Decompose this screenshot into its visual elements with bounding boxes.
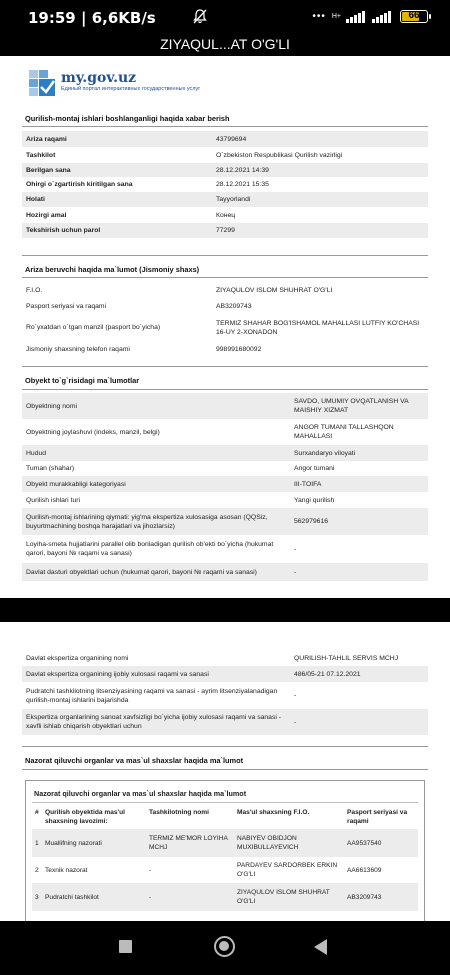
table-row: 2 Texnik nazorat - PARDAYEV SARDORBEK ERKIN O'G'LI AA6613609	[35, 862, 382, 878]
object-info-table	[22, 393, 428, 581]
table-row: Tekshirish uchun parol 77299	[22, 223, 428, 238]
navigation-bar	[0, 921, 450, 975]
battery-icon	[400, 10, 428, 23]
mygov-logo	[27, 68, 201, 106]
logo-icon	[27, 68, 57, 98]
table-row: Berilgan sana 28.12.2021 14:39	[22, 163, 428, 177]
table-row: Ariza raqami 43799694	[22, 131, 428, 147]
divider	[22, 769, 428, 770]
table-row: Pasport seriyasi va raqami AB3209743	[26, 303, 252, 310]
recent-apps-button[interactable]	[119, 940, 132, 953]
table-row: Ro`yxatdan o`tgan manzil (pasport bo`yicha) TERMIZ SHAHAR BOG'ISHAMOL MAHALLASI LUTFIY KO'CHASI 16-UY 2-XONADON	[26, 319, 420, 336]
applicant-info-table	[22, 282, 428, 357]
table-row: Qurilish-montaj ishlarining qiymati: yig'ma ekspertiza xulosasiga asosan (QQSiz, buyurtmachining boshqa harajatlari va jihozlarsiz) 562979616	[22, 508, 428, 535]
logo-subtitle: Единый портал интерактивных государственных услуг	[61, 86, 201, 92]
section-title-notice: Qurilish-montaj ishlari boshlanganligi haqida xabar berish	[25, 114, 230, 123]
table-row: Pudratchi tashkilotning litsenziyasining raqami va sanasi - ayrim litsenziyalanadigan qurilish-montaj ishlarini bajarishda -	[26, 687, 297, 704]
table-row: Obyekt murakkabligi kategoriyasi III-TOIFA	[22, 476, 428, 492]
divider	[32, 802, 418, 803]
more-dots-icon: •••	[312, 11, 326, 22]
table-row: Davlat ekspertiza organining ijobiy xulosasi raqami va sanasi 486/05-21 07.12.2021	[22, 666, 428, 682]
window-title: ZIYAQUL...AT O'G'LI	[0, 34, 450, 56]
table-row: Davlat ekspertiza organining nomi QURILISH-TAHLIL SERVIS MCHJ	[26, 655, 399, 662]
divider	[22, 126, 428, 127]
table-row: Hozirgi amal Конец	[26, 211, 236, 219]
table-row: Obyektning joylashuvi (indeks, manzil, belgi) ANGOR TUMANI TALLASHQON MAHALLASI	[26, 424, 394, 440]
document-page-2	[0, 622, 450, 921]
status-time: 19:59 | 6,6KB/s	[28, 9, 156, 27]
table-row: 1 Muallifning nazorati TERMIZ ME'MOR LOYIHA MCHJ NABIYEV OBIDJON MUXIBULLAYEVICH AA9537540	[32, 829, 418, 857]
section-title-object: Obyekt to`g`risidagi ma`lumotlar	[25, 376, 140, 385]
table-row: Ekspertiza organlarining sanoat xavfsizligi bo`yicha ijobiy xulosasi raqami va sanasi - xavfli ishlab chiqarish obyektlari uchun -	[22, 709, 428, 735]
box-title: Nazorat qiluvchi organlar va mas`ul shaxslar haqida ma`lumot	[34, 789, 247, 798]
table-row: Jismoniy shaxsning telefon raqami 998991680092	[26, 345, 262, 353]
mute-icon	[193, 9, 207, 27]
battery-level: 66	[408, 10, 420, 21]
table-row: F.I.O. ZIYAQULOV ISLOM SHUHRAT O'G'LI	[26, 287, 333, 294]
table-row: Tuman (shahar) Angor tumani	[26, 465, 335, 472]
table-row: Tashkilot O`zbekiston Respublikasi Qurilish vazirligi	[26, 151, 343, 159]
signal-icon	[346, 11, 365, 23]
table-header-row: # Qurilish obyektida mas'ul shaxsning lavozimi: Tashkilotning nomi Mas'ul shaxsning F.I.O. Pasport seriyasi va raqami	[35, 809, 408, 825]
status-bar	[0, 0, 450, 34]
table-row: Loyiha-smeta hujjatlarini parallel olib boriladigan qurilish ob'ekti bo`yicha (hukumat qarori, bayoni № raqami va sanasi) -	[26, 541, 297, 557]
home-button[interactable]	[214, 936, 235, 957]
divider	[22, 277, 428, 278]
table-row: Holati Tayyorlandi	[22, 192, 428, 207]
back-button[interactable]	[314, 939, 327, 955]
table-row: 3 Pudratchi tashkilot - ZIYAQULOV ISLOM SHUHRAT O'G'LI AB3209743	[32, 883, 418, 911]
supervision-box	[25, 780, 425, 921]
expertise-info-table	[22, 651, 428, 735]
table-row: Obyektning nomi SAVDO, UMUMIY OVQATLANISH VA MAISHIY XIZMAT	[22, 393, 428, 419]
divider	[22, 366, 428, 367]
network-type: H+	[331, 13, 341, 20]
section-title-supervision: Nazorat qiluvchi organlar va mas`ul shaxslar haqida ma`lumot	[25, 756, 244, 765]
divider	[22, 255, 428, 256]
table-row: Ohirgi o`zgartirish kiritilgan sana 28.12.2021 15:35	[26, 181, 269, 188]
table-row: Davlat dasturi obyektlari uchun (hukumat qarori, bayoni № raqami va sanasi) -	[22, 563, 428, 581]
status-indicators	[312, 10, 428, 23]
application-info-table	[22, 131, 428, 238]
page-separator	[0, 598, 450, 622]
responsible-persons-table	[32, 805, 418, 911]
divider	[22, 746, 428, 747]
divider	[22, 389, 428, 390]
signal-icon-2	[372, 11, 391, 23]
logo-title: my.gov.uz	[61, 70, 137, 86]
table-row: Qurilish ishlari turi Yangi qurilish	[26, 496, 335, 504]
document-page-1	[0, 56, 450, 598]
section-title-applicant: Ariza beruvchi haqida ma`lumot (Jismoniy shaxs)	[25, 265, 200, 274]
table-row: Hudud Surxandaryo viloyati	[22, 445, 428, 461]
